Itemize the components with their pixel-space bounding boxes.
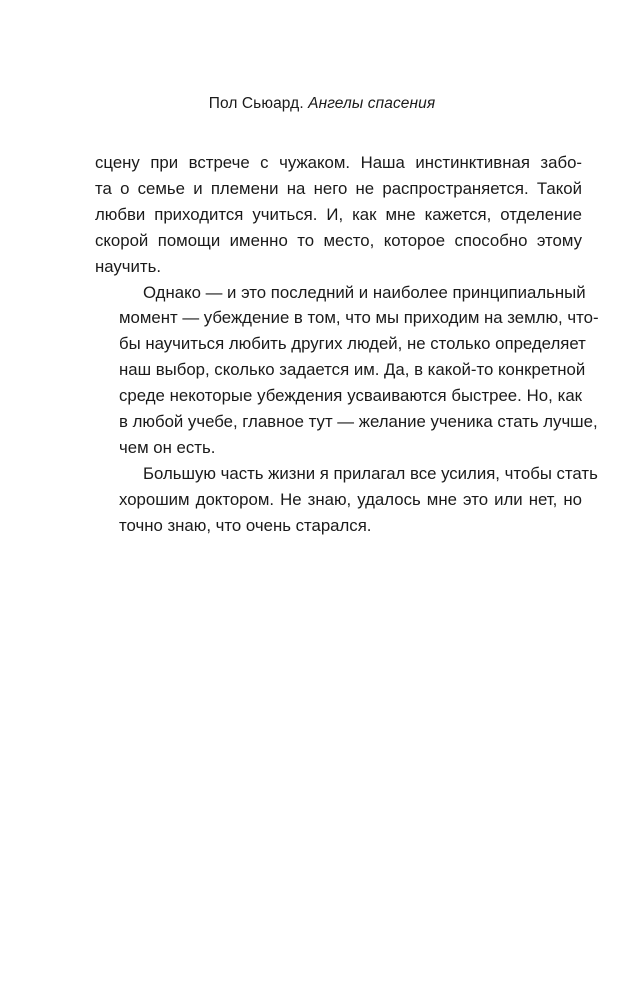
text-line: хорошим доктором. Не знаю, удалось мне это или нет, но	[119, 489, 582, 509]
header-book-title: Ангелы спасения	[308, 95, 436, 112]
text-line: та о семье и племени на него не распространяется. Такой	[95, 178, 582, 198]
text-line: Однако — и это последний и наиболее принципиальный	[143, 282, 586, 302]
text-line: точно знаю, что очень старался.	[119, 515, 372, 535]
header-author: Пол Сьюард.	[208, 95, 304, 112]
body-text	[95, 150, 599, 539]
running-header	[0, 94, 644, 114]
text-line: Большую часть жизни я прилагал все усилия, чтобы стать	[143, 463, 598, 483]
text-line: сцену при встрече с чужаком. Наша инстинктивная забо-	[95, 153, 582, 172]
text-line: любви приходится учиться. И, как мне кажется, отделение	[95, 204, 582, 224]
text-line: чем он есть.	[119, 437, 216, 457]
text-line: скорой помощи именно то место, которое способно этому	[95, 230, 582, 250]
paragraph-1	[95, 150, 582, 280]
text-line: среде некоторые убеждения усваиваются быстрее. Но, как	[119, 386, 582, 406]
paragraph-2	[95, 280, 599, 461]
text-line: научить.	[95, 256, 162, 276]
paragraph-3	[95, 461, 598, 539]
text-line: бы научиться любить других людей, не столько определяет	[119, 334, 586, 354]
text-line: в любой учебе, главное тут — желание ученика стать лучше,	[119, 412, 598, 432]
text-line: момент — убеждение в том, что мы приходим на землю, что-	[119, 308, 599, 328]
text-line: наш выбор, сколько задается им. Да, в какой-то конкретной	[119, 360, 586, 380]
